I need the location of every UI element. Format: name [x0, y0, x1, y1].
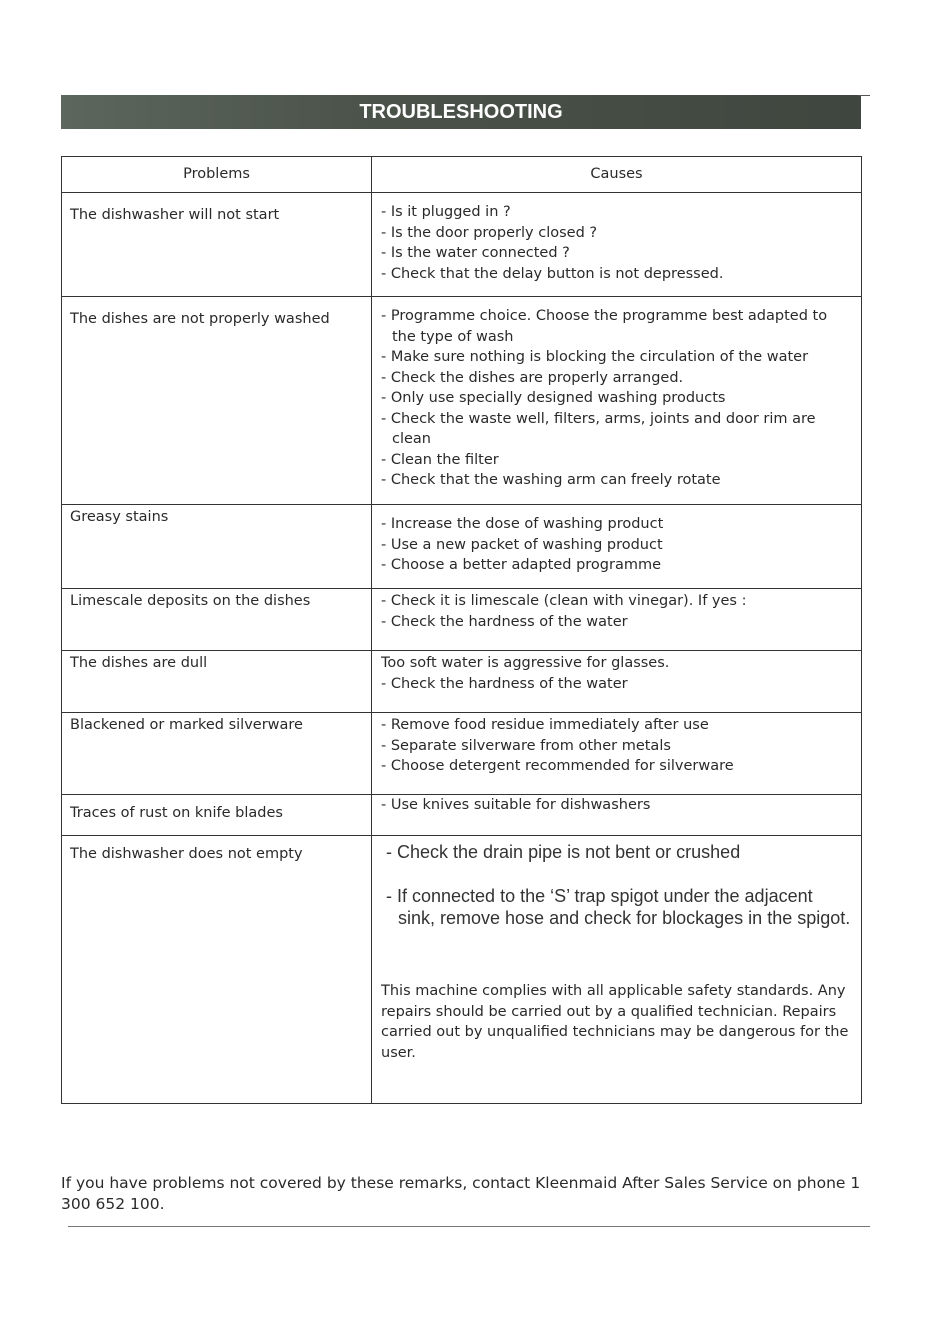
safety-note: This machine complies with all applicable safety standards. Any repairs should be carried out by a qualified technician. Repairs carried out by unqualified technicians may be dangerous for the user.	[381, 983, 849, 1061]
causes-cell	[372, 836, 862, 1104]
cause-item: - Is the water connected ?	[381, 245, 570, 261]
cause-item: - Check that the washing arm can freely rotate	[381, 472, 721, 488]
cause-item: - Remove food residue immediately after use	[381, 717, 709, 733]
cause-list	[381, 653, 853, 694]
cause-item: - Is it plugged in ?	[381, 204, 511, 220]
cause-item: Too soft water is aggressive for glasses.	[381, 655, 670, 671]
service-contact-note: If you have problems not covered by these remarks, contact Kleenmaid After Sales Service on phone 1 300 652 100.	[61, 1174, 861, 1213]
cause-list	[381, 795, 853, 816]
banner-edge-line	[858, 95, 870, 96]
cause-item: - Increase the dose of washing product	[381, 516, 664, 532]
table-row	[62, 651, 862, 713]
table-row	[62, 193, 862, 297]
table-row	[62, 795, 862, 836]
causes-cell	[372, 651, 862, 713]
table-row	[62, 589, 862, 651]
table-row	[62, 505, 862, 589]
table-row	[62, 713, 862, 795]
causes-cell	[372, 193, 862, 297]
page-title: TROUBLESHOOTING	[359, 100, 563, 123]
problem-cell: Greasy stains	[62, 505, 372, 589]
cause-item: - Programme choice. Choose the programme best adapted to the type of wash	[381, 308, 828, 345]
cause-item: - Use a new packet of washing product	[381, 536, 663, 553]
cause-item: - Clean the filter	[381, 451, 499, 468]
table-header-row	[62, 157, 862, 193]
causes-cell	[372, 297, 862, 505]
cause-list	[381, 715, 853, 777]
problem-cell: The dishwasher will not start	[62, 193, 372, 297]
column-header-causes: Causes	[372, 157, 862, 193]
cause-list	[386, 841, 853, 929]
cause-item: - Check the drain pipe is not bent or crushed	[386, 842, 741, 862]
cause-item: - Check the dishes are properly arranged.	[381, 369, 684, 386]
cause-item: - Check the hardness of the water	[381, 613, 628, 630]
cause-item: - Check that the delay button is not depressed.	[381, 265, 724, 282]
cause-item: - Check it is limescale (clean with vinegar). If yes :	[381, 593, 747, 609]
cause-item: - If connected to the ‘S’ trap spigot under the adjacent sink, remove hose and check for blockages in the spigot.	[386, 886, 851, 928]
problem-cell: The dishwasher does not empty	[62, 836, 372, 1104]
cause-item: - Check the waste well, filters, arms, joints and door rim are clean	[381, 410, 816, 447]
cause-item: - Choose detergent recommended for silverware	[381, 758, 734, 774]
cause-list	[381, 514, 853, 576]
cause-list	[381, 306, 853, 491]
cause-item: - Choose a better adapted programme	[381, 557, 662, 573]
problem-cell: The dishes are dull	[62, 651, 372, 713]
problem-cell: Blackened or marked silverware	[62, 713, 372, 795]
problem-cell: Traces of rust on knife blades	[62, 795, 372, 836]
column-header-problems: Problems	[62, 157, 372, 193]
section-title-banner	[61, 95, 861, 129]
cause-item: - Separate silverware from other metals	[381, 737, 671, 754]
cause-item: - Only use specially designed washing products	[381, 390, 726, 406]
cause-item: - Use knives suitable for dishwashers	[381, 797, 651, 813]
table-row	[62, 836, 862, 1104]
causes-cell	[372, 589, 862, 651]
problem-cell: Limescale deposits on the dishes	[62, 589, 372, 651]
cause-list	[381, 591, 853, 632]
problem-cell: The dishes are not properly washed	[62, 297, 372, 505]
causes-cell	[372, 505, 862, 589]
cause-item: - Check the hardness of the water	[381, 675, 628, 692]
footer-divider	[68, 1226, 870, 1227]
cause-item: - Is the door properly closed ?	[381, 224, 598, 241]
table-row	[62, 297, 862, 505]
causes-cell	[372, 713, 862, 795]
troubleshooting-table	[61, 156, 862, 1104]
cause-list	[381, 202, 853, 284]
causes-cell	[372, 795, 862, 836]
cause-item: - Make sure nothing is blocking the circulation of the water	[381, 349, 809, 365]
